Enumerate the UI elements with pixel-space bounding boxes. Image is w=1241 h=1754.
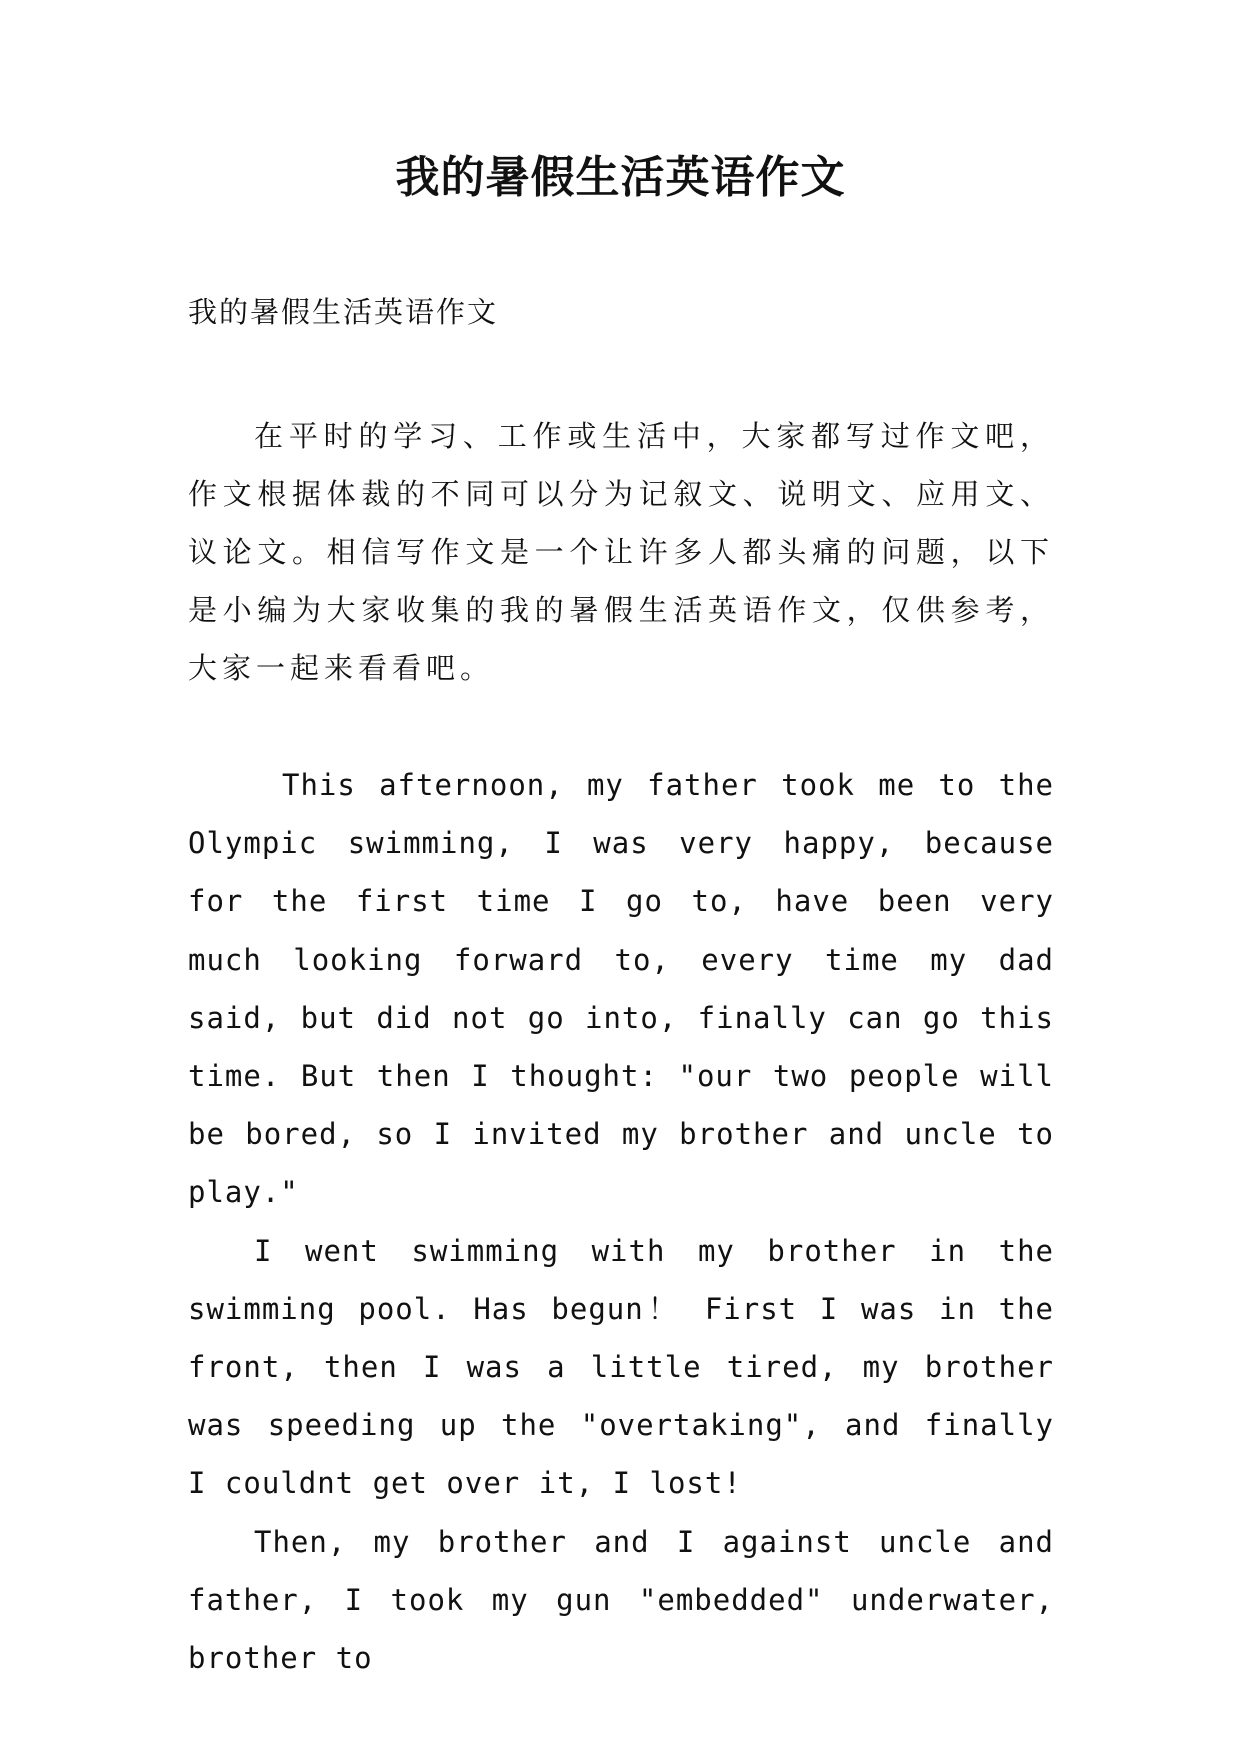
essay-paragraph-3: Then, my brother and I against uncle and father, I took my gun "embedded" underwater, brother to <box>188 1524 1054 1676</box>
document-title: 我的暑假生活英语作文 <box>395 152 846 203</box>
essay-paragraph-2: I went swimming with my brother in the swimming pool. Has begun！ First I was in the front, then I was a little tired, my brother was speeding up the "overtaking", and finally I couldnt get over it, I lost! <box>188 1233 1054 1501</box>
essay-paragraph-1: This afternoon, my father took me to the Olympic swimming, I was very happy, because for the first time I go to, have been very much looking forward to, every time my dad said, but did not go into, finally can go this time. But then I thought: "our two people will be bored, so I invited my brother and uncle to play." <box>188 768 1054 1210</box>
intro-section <box>188 407 1054 697</box>
essay-body <box>188 756 1054 1687</box>
intro-paragraph: 在平时的学习、工作或生活中，大家都写过作文吧，作文根据体裁的不同可以分为记叙文、说明文、应用文、议论文。相信写作文是一个让许多人都头痛的问题，以下是小编为大家收集的我的暑假生活英语作文，仅供参考，大家一起来看看吧。 <box>188 419 1054 685</box>
document-subtitle: 我的暑假生活英语作文 <box>188 295 499 329</box>
